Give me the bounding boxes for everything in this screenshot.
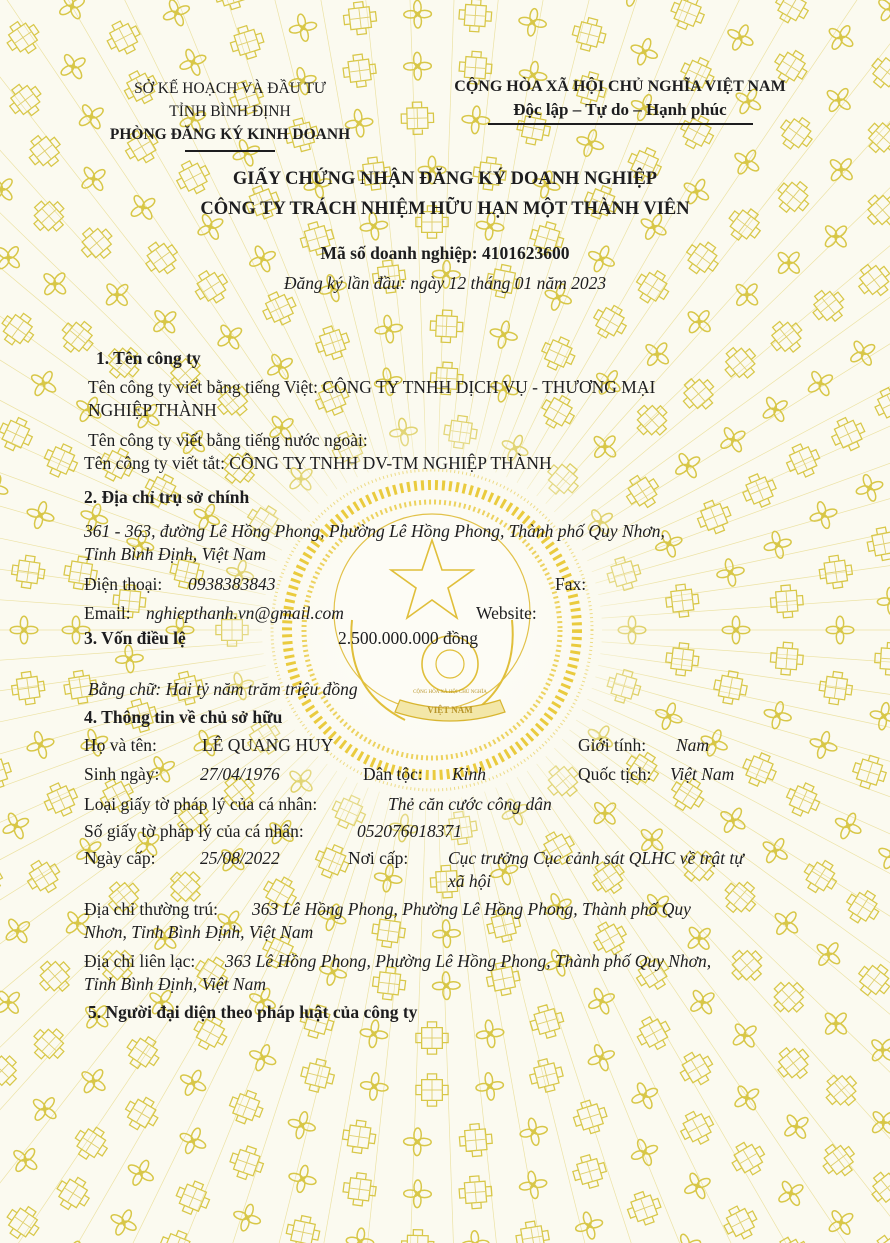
- first-registration-date: Đăng ký lần đầu: ngày 12 tháng 01 năm 2023: [283, 273, 607, 293]
- nationality-label: Quốc tịch:: [578, 764, 652, 784]
- contact-address-value: 363 Lê Hồng Phong, Phường Lê Hồng Phong, Thành phố Quy Nhơn,: [225, 951, 712, 971]
- section-1-heading: 1. Tên công ty: [96, 348, 201, 368]
- legal-doc-number-label: Số giấy tờ pháp lý của cá nhân:: [84, 821, 304, 841]
- permanent-address-value: 363 Lê Hồng Phong, Phường Lê Hồng Phong, Thành phố Quy: [252, 899, 691, 919]
- contact-address-value-cont: Tỉnh Bình Định, Việt Nam: [84, 974, 266, 994]
- section-2-heading: 2. Địa chỉ trụ sở chính: [84, 487, 250, 507]
- permanent-address-label: Địa chỉ thường trú:: [84, 899, 218, 919]
- svg-text:VIỆT NAM: VIỆT NAM: [427, 705, 473, 715]
- ethnicity-label: Dân tộc:: [363, 764, 423, 784]
- issue-place-value: Cục trưởng Cục cảnh sát QLHC về trật tự: [448, 848, 744, 868]
- contact-address-label: Địa chỉ liên lạc:: [84, 951, 196, 971]
- dob-label: Sinh ngày:: [84, 764, 160, 784]
- province-name: TỈNH BÌNH ĐỊNH: [169, 103, 291, 120]
- office-name: PHÒNG ĐĂNG KÝ KINH DOANH: [109, 126, 351, 143]
- section-5-heading: 5. Người đại diện theo pháp luật của công ty: [88, 1002, 418, 1022]
- gender-label: Giới tính:: [578, 735, 647, 755]
- nationality-value: Việt Nam: [670, 764, 735, 784]
- fax-label: Fax:: [555, 574, 587, 594]
- section-4-heading: 4. Thông tin về chủ sở hữu: [84, 707, 283, 727]
- dob-value: 27/04/1976: [200, 764, 280, 784]
- certificate-title: GIẤY CHỨNG NHẬN ĐĂNG KÝ DOANH NGHIỆP: [232, 169, 658, 189]
- vietnamese-company-name: Tên công ty viết bằng tiếng Việt: CÔNG TY TNHH DỊCH VỤ - THƯƠNG MẠI: [88, 377, 656, 397]
- head-office-address: 361 - 363, đường Lê Hồng Phong, Phường Lê Hồng Phong, Thành phố Quy Nhơn,: [84, 521, 665, 541]
- company-type: CÔNG TY TRÁCH NHIỆM HỮU HẠN MỘT THÀNH VIÊN: [200, 199, 690, 219]
- owner-name-value: LÊ QUANG HUY: [202, 735, 334, 755]
- email-value: nghiepthanh.vn@gmail.com: [146, 603, 344, 623]
- enterprise-code: Mã số doanh nghiệp: 4101623600: [320, 243, 570, 263]
- header-left-underline: [185, 150, 275, 152]
- legal-doc-type-value: Thẻ căn cước công dân: [388, 794, 552, 814]
- section-3-heading: 3. Vốn điều lệ: [84, 628, 186, 648]
- owner-name-label: Họ và tên:: [84, 735, 157, 755]
- website-label: Website:: [476, 603, 537, 623]
- permanent-address-value-cont: Nhơn, Tỉnh Bình Định, Việt Nam: [84, 922, 314, 942]
- issue-date-value: 25/08/2022: [200, 848, 280, 868]
- vietnamese-company-name-cont: NGHIỆP THÀNH: [88, 400, 217, 420]
- issue-place-label: Nơi cấp:: [348, 848, 409, 868]
- head-office-address-cont: Tỉnh Bình Định, Việt Nam: [84, 544, 266, 564]
- short-company-name: Tên công ty viết tắt: CÔNG TY TNHH DV-TM NGHIỆP THÀNH: [84, 453, 552, 473]
- issue-place-value-cont: xã hội: [448, 871, 492, 891]
- gender-value: Nam: [676, 735, 710, 755]
- national-motto: Độc lập – Tự do – Hạnh phúc: [513, 100, 727, 119]
- legal-doc-number-value: 052076018371: [357, 821, 462, 841]
- phone-label: Điện thoại:: [84, 574, 163, 594]
- legal-doc-type-label: Loại giấy tờ pháp lý của cá nhân:: [84, 794, 318, 814]
- charter-capital-amount: 2.500.000.000 đồng: [338, 628, 478, 648]
- ethnicity-value: Kinh: [452, 764, 487, 784]
- foreign-company-name: Tên công ty viết bằng tiếng nước ngoài:: [88, 430, 368, 450]
- email-label: Email:: [84, 603, 131, 623]
- agency-name: SỞ KẾ HOẠCH VÀ ĐẦU TƯ: [134, 80, 326, 97]
- header-right-underline: [488, 123, 753, 125]
- svg-text:CỘNG HÒA XÃ HỘI CHỦ NGHĨA: CỘNG HÒA XÃ HỘI CHỦ NGHĨA: [413, 690, 487, 695]
- charter-capital-in-words: Bằng chữ: Hai tỷ năm trăm triệu đồng: [88, 679, 358, 699]
- phone-value: 0938383843: [188, 574, 276, 594]
- issue-date-label: Ngày cấp:: [84, 848, 156, 868]
- country-name: CỘNG HÒA XÃ HỘI CHỦ NGHĨA VIỆT NAM: [454, 78, 786, 95]
